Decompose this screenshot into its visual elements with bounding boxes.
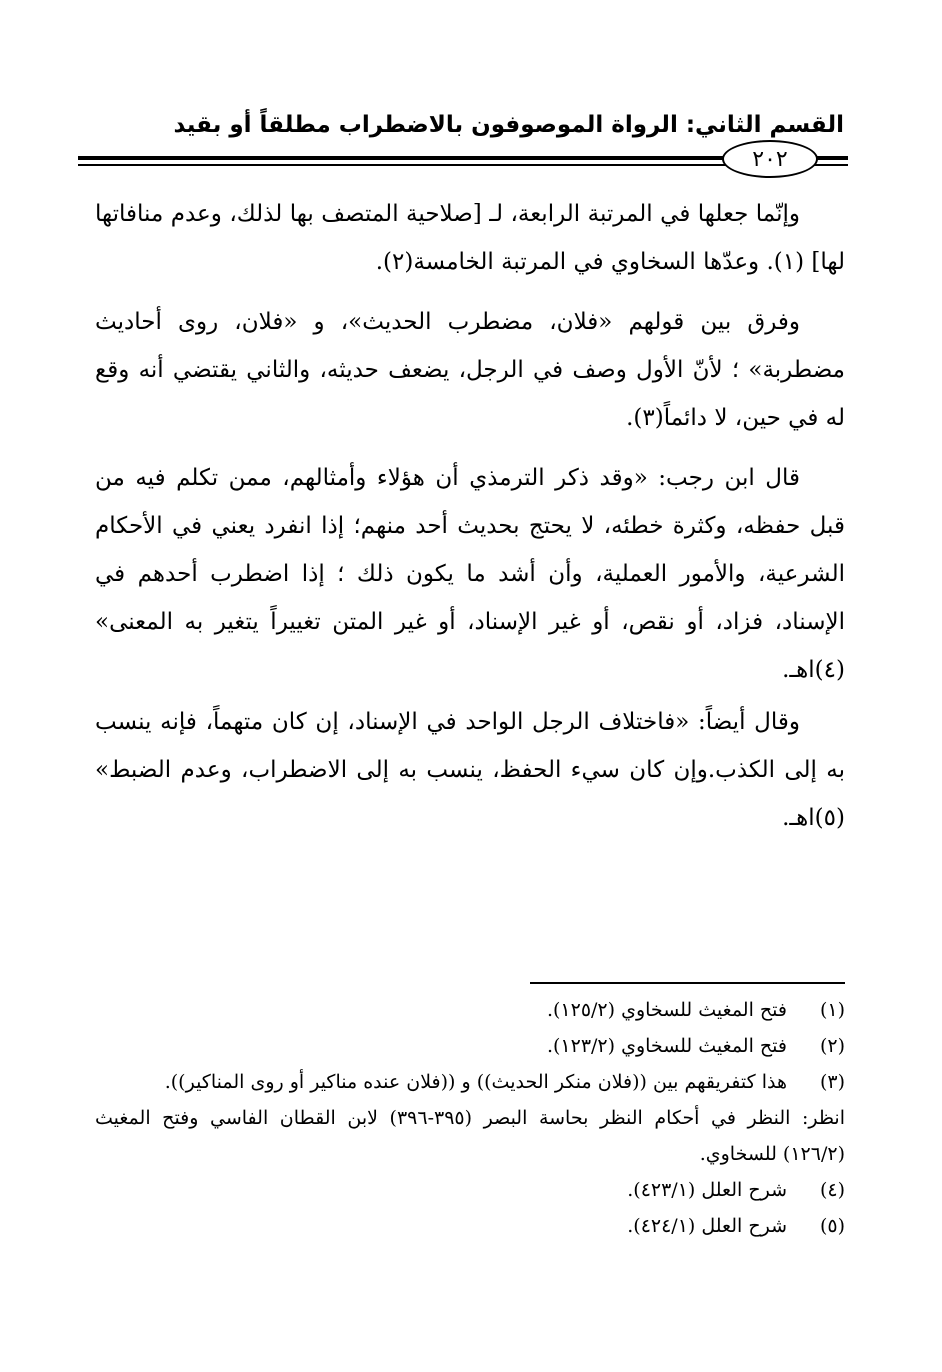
footnote-5 (95, 1208, 845, 1244)
footnote-3-continuation: انظر: النظر في أحكام النظر بحاسة البصر (٣٩٥-٣٩٦) لابن القطان الفاسي وفتح المغيث (١٢٦/٢) للسخاوي. (95, 1107, 846, 1165)
footnote-number: (٥) (819, 1215, 845, 1237)
footnote-number: (٣) (819, 1071, 845, 1093)
running-header-title: القسم الثاني: الرواة الموصوفون بالاضطراب مطلقاً أو بقيد (173, 112, 844, 138)
footnote-2 (95, 1028, 845, 1064)
footnote-number: (٢) (819, 1035, 845, 1057)
footnote-text: شرح العلل (٤٢٣/١). (627, 1179, 787, 1201)
paragraph-4: وقال أيضاً: «فاختلاف الرجل الواحد في الإسناد، إن كان متهماً، فإنه ينسب به إلى الكذب.وإن كان سيء الحفظ، ينسب به إلى الاضطراب، وعدم الضبط» (٥)اهـ. (95, 709, 845, 831)
footnote-text: هذا كتفريقهم بين ((فلان منكر الحديث)) و ((فلان عنده مناكير أو روى المناكير)). (164, 1071, 787, 1093)
footnote-1 (95, 992, 845, 1028)
main-text (95, 190, 845, 842)
page-number: ٢٠٢ (752, 146, 788, 172)
paragraph-2: وفرق بين قولهم «فلان، مضطرب الحديث»، و «فلان، روى أحاديث مضطربة» ؛ لأنّ الأول وصف في الرجل، يضعف حديثه، والثاني يقتضي أنه وقع له في حين، لا دائماً(٣). (95, 309, 845, 431)
footnote-3 (95, 1064, 845, 1100)
footnote-4 (95, 1172, 845, 1208)
footnote-number: (١) (819, 999, 845, 1021)
footnote-text: شرح العلل (٤٢٤/١). (627, 1215, 787, 1237)
footnote-separator (530, 982, 845, 984)
footnotes (95, 992, 845, 1244)
footnote-text: فتح المغيث للسخاوي (١٢٣/٢). (546, 1035, 787, 1057)
footnote-number: (٤) (819, 1179, 845, 1201)
paragraph-3: قال ابن رجب: «وقد ذكر الترمذي أن هؤلاء وأمثالهم، ممن تكلم فيه من قبل حفظه، وكثرة خطئه، لا يحتج بحديث أحد منهم؛ إذا انفرد يعني في الأحكام الشرعية، والأمور العملية، وأن أشد ما يكون ذلك ؛ إذا اضطرب أحدهم في الإسناد، فزاد، أو نقص، أو غير الإسناد، أو غير المتن تغييراً يتغير به المعنى» (٤)اهـ. (95, 465, 845, 683)
page-number-badge (722, 140, 818, 178)
footnote-text: فتح المغيث للسخاوي (١٢٥/٢). (546, 999, 787, 1021)
paragraph-1: وإنّما جعلها في المرتبة الرابعة، لـ [صلاحية المتصف بها لذلك، وعدم منافاتها لها] (١). وعدّها السخاوي في المرتبة الخامسة(٢). (95, 201, 845, 275)
